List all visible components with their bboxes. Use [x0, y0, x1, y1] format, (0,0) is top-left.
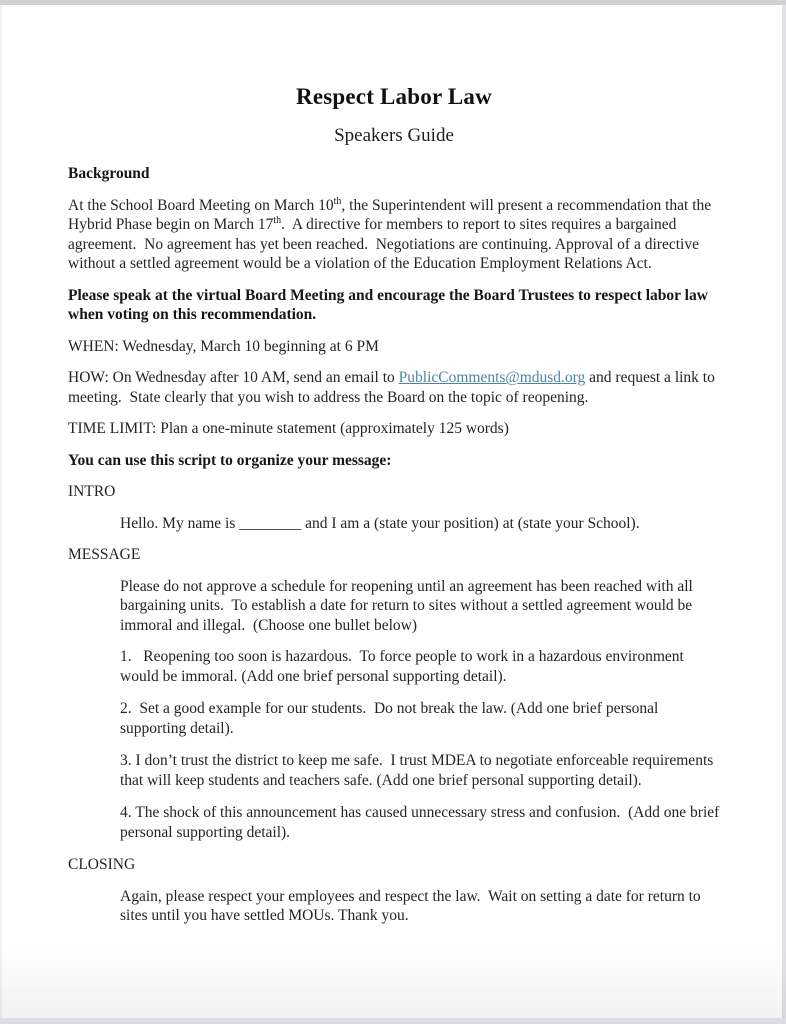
background-text-start: At the School Board Meeting on March 10 — [68, 196, 334, 214]
background-heading: Background — [68, 165, 150, 182]
how-text-after: and request a link to meeting. State clearly that you wish to address the Board on the topic of reopening. — [68, 369, 719, 406]
photo-edge-bottom — [0, 1018, 786, 1024]
closing-heading: CLOSING — [68, 856, 136, 874]
background-paragraph — [68, 196, 720, 274]
message-lead: Please do not approve a schedule for reopening until an agreement has been reached with all bargaining units. To establish a date for return to sites without a settled agreement would be immoral and illegal. (Choose one bullet below) — [120, 577, 697, 634]
when-line: WHEN: Wednesday, March 10 beginning at 6 PM — [68, 337, 379, 355]
call-to-action: Please speak at the virtual Board Meeting and encourage the Board Trustees to respect labor law when voting on this recommendation. — [68, 286, 712, 324]
how-line — [68, 368, 720, 407]
how-text-before: HOW: On Wednesday after 10 AM, send an email to — [68, 369, 399, 387]
doc-title: Respect Labor Law — [296, 84, 492, 109]
message-bullet-2: 2. Set a good example for our students. Do not break the law. (Add one brief personal supporting detail). — [120, 700, 663, 737]
ordinal-suffix-17th: th — [273, 214, 282, 226]
public-comments-email-link[interactable]: PublicComments@mdusd.org — [398, 369, 586, 387]
intro-line: Hello. My name is ________ and I am a (state your position) at (state your School). — [120, 514, 640, 532]
photo-edge-left — [0, 5, 2, 1018]
message-heading: MESSAGE — [68, 546, 141, 564]
message-bullet-1: 1. Reopening too soon is hazardous. To force people to work in a hazardous environment would be immoral. (Add one brief personal supporting detail). — [120, 648, 688, 685]
message-bullet-4: 4. The shock of this announcement has caused unnecessary stress and confusion. (Add one brief personal supporting detail). — [120, 804, 724, 841]
photo-edge-right — [782, 5, 786, 1018]
script-lead: You can use this script to organize your message: — [68, 451, 392, 469]
background-text-end: . A directive for members to report to sites requires a bargained agreement. No agreement has yet been reached. Negotiations are continuing. Approval of a directive without a settled agreement would be a violation of the Education Employment Relations Act. — [68, 216, 703, 273]
photo-edge-top — [0, 0, 786, 5]
background-text-mid: , the Superintendent will present a recommendation that the Hybrid Phase begin on March 17 — [68, 196, 716, 234]
intro-heading: INTRO — [68, 483, 116, 501]
message-bullet-3: 3. I don’t trust the district to keep me safe. I trust MDEA to negotiate enforceable requirements that will keep students and teachers safe. (Add one brief personal supporting detail). — [120, 752, 718, 789]
time-limit-line: TIME LIMIT: Plan a one-minute statement (approximately 125 words) — [68, 420, 509, 438]
doc-subtitle: Speakers Guide — [334, 125, 454, 146]
ordinal-suffix-10th: th — [333, 195, 342, 207]
closing-line: Again, please respect your employees and respect the law. Wait on setting a date for return to sites until you have settled MOUs. Thank you. — [120, 887, 705, 925]
